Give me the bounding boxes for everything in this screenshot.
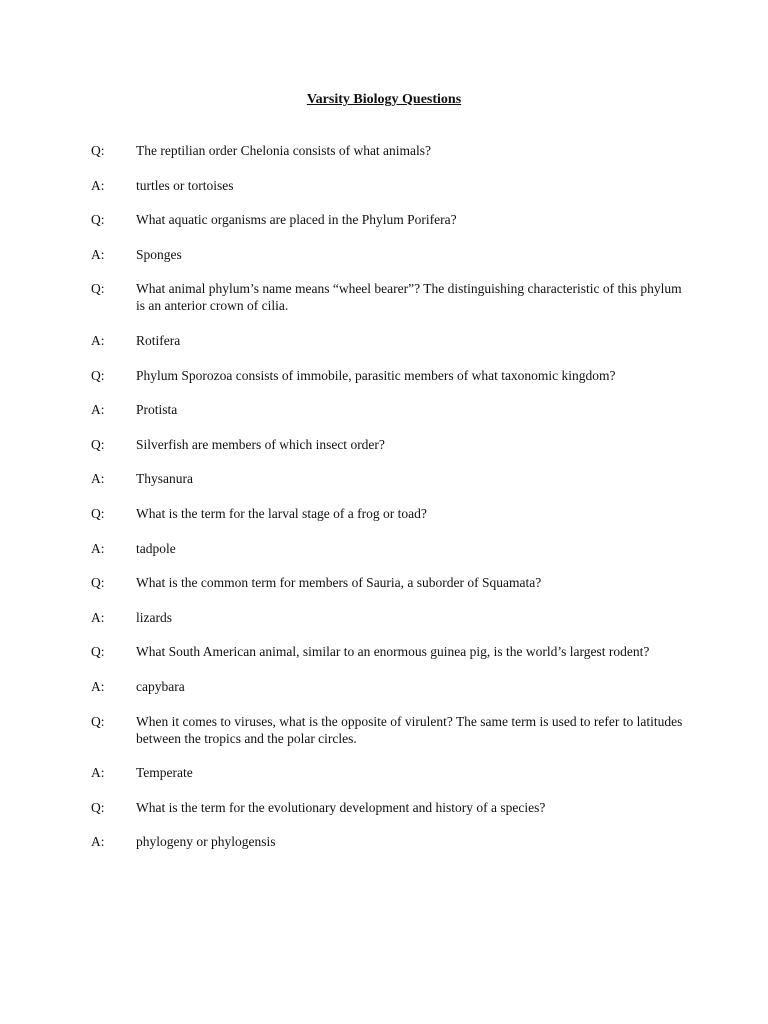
answer-row: [91, 401, 691, 418]
question-text: What is the common term for members of Sauria, a suborder of Squamata?: [136, 575, 542, 591]
question-row: [91, 367, 691, 384]
question-label: Q:: [91, 212, 105, 228]
answer-text: Protista: [136, 402, 178, 418]
answer-text: Thysanura: [136, 471, 193, 487]
answer-label: A:: [91, 402, 105, 418]
question-label: Q:: [91, 713, 105, 729]
answer-row: [91, 678, 691, 695]
question-label: Q:: [91, 143, 105, 158]
question-label: Q:: [91, 505, 105, 521]
question-row: [91, 142, 691, 159]
answer-text: lizards: [136, 609, 172, 625]
question-row: [91, 505, 691, 522]
answer-text: Temperate: [136, 765, 193, 781]
answer-label: A:: [91, 765, 105, 781]
answer-row: [91, 764, 691, 781]
question-row: [91, 280, 691, 314]
question-label: Q:: [91, 436, 105, 452]
question-row: [91, 574, 691, 591]
answer-label: A:: [91, 609, 105, 625]
question-label: Q:: [91, 575, 105, 591]
question-label: Q:: [91, 281, 105, 297]
answer-label: A:: [91, 471, 105, 487]
answer-row: [91, 540, 691, 557]
question-text: What animal phylum’s name means “wheel bearer”? The distinguishing characteristic of this phylum is an anterior crown of cilia.: [136, 281, 682, 314]
answer-label: A:: [91, 678, 105, 694]
answer-row: [91, 609, 691, 626]
question-text: What is the term for the larval stage of a frog or toad?: [136, 505, 427, 521]
answer-row: [91, 246, 691, 263]
answer-text: Rotifera: [136, 332, 181, 348]
question-row: [91, 799, 691, 816]
answer-text: Sponges: [136, 246, 182, 262]
answer-row: [91, 177, 691, 194]
question-label: Q:: [91, 367, 105, 383]
question-text: When it comes to viruses, what is the opposite of virulent? The same term is used to refer to latitudes between the tropics and the polar circles.: [136, 713, 683, 746]
question-text: What is the term for the evolutionary development and history of a species?: [136, 799, 546, 815]
question-row: [91, 643, 691, 660]
question-label: Q:: [91, 644, 105, 660]
answer-label: A:: [91, 540, 105, 556]
answer-text: capybara: [136, 678, 185, 694]
question-text: What aquatic organisms are placed in the Phylum Porifera?: [136, 212, 457, 228]
answer-label: A:: [91, 332, 105, 348]
question-text: The reptilian order Chelonia consists of what animals?: [136, 143, 432, 158]
question-label: Q:: [91, 799, 105, 815]
answer-row: [91, 833, 691, 850]
question-row: [91, 436, 691, 453]
answer-label: A:: [91, 246, 105, 262]
answer-text: tadpole: [136, 540, 176, 556]
answer-text: phylogeny or phylogensis: [136, 834, 276, 850]
question-row: [91, 713, 691, 747]
page-title: Varsity Biology Questions: [306, 92, 462, 107]
qa-list: [91, 142, 691, 850]
answer-row: [91, 470, 691, 487]
question-row: [91, 211, 691, 228]
question-text: What South American animal, similar to an enormous guinea pig, is the world’s largest rodent?: [136, 644, 650, 660]
question-text: Phylum Sporozoa consists of immobile, parasitic members of what taxonomic kingdom?: [136, 367, 616, 383]
answer-label: A:: [91, 177, 105, 193]
answer-text: turtles or tortoises: [136, 177, 234, 193]
question-text: Silverfish are members of which insect order?: [136, 436, 385, 452]
answer-label: A:: [91, 834, 105, 850]
answer-row: [91, 332, 691, 349]
